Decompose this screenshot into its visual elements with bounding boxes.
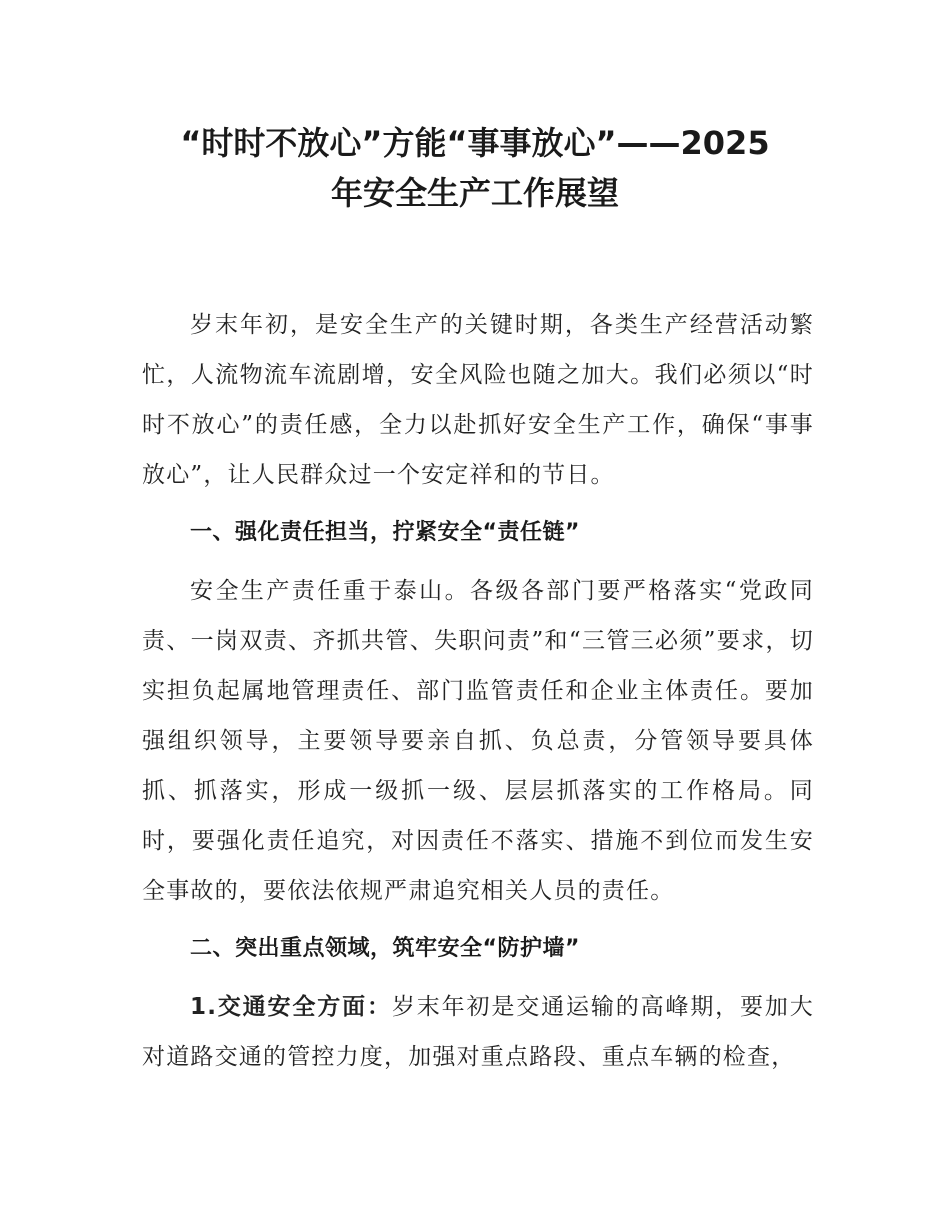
title-line-2: 年安全生产工作展望 [330,174,619,212]
section-2-heading: 二、突出重点领域，筑牢安全“防护墙” [190,936,580,961]
item-1-paragraph [142,982,814,1082]
title-line-1: “时时不放心”方能“事事放心”——2025 [180,124,770,162]
section-1-heading: 一、强化责任担当，拧紧安全“责任链” [190,520,580,545]
item-1-text: 岁末年初是交通运输的高峰期，要加大对道路交通的管控力度，加强对重点路段、重点车辆的检查， [142,994,814,1070]
section-1-paragraph: 安全生产责任重于泰山。各级各部门要严格落实“党政同责、一岗双责、齐抓共管、失职问责”和“三管三必须”要求，切实担负起属地管理责任、部门监管责任和企业主体责任。要加强组织领导，主要领导要亲自抓、负总责，分管领导要具体抓、抓落实，形成一级抓一级、层层抓落实的工作格局。同时，要强化责任追究，对因责任不落实、措施不到位而发生安全事故的，要依法依规严肃追究相关人员的责任。 [142,578,814,904]
item-1-lead: 1.交通安全方面： [190,994,392,1020]
document-title [120,118,830,218]
document-body [142,300,814,1082]
intro-paragraph: 岁末年初，是安全生产的关键时期，各类生产经营活动繁忙，人流物流车流剧增，安全风险也随之加大。我们必须以“时时不放心”的责任感，全力以赴抓好安全生产工作，确保“事事放心”，让人民群众过一个安定祥和的节日。 [142,312,814,488]
